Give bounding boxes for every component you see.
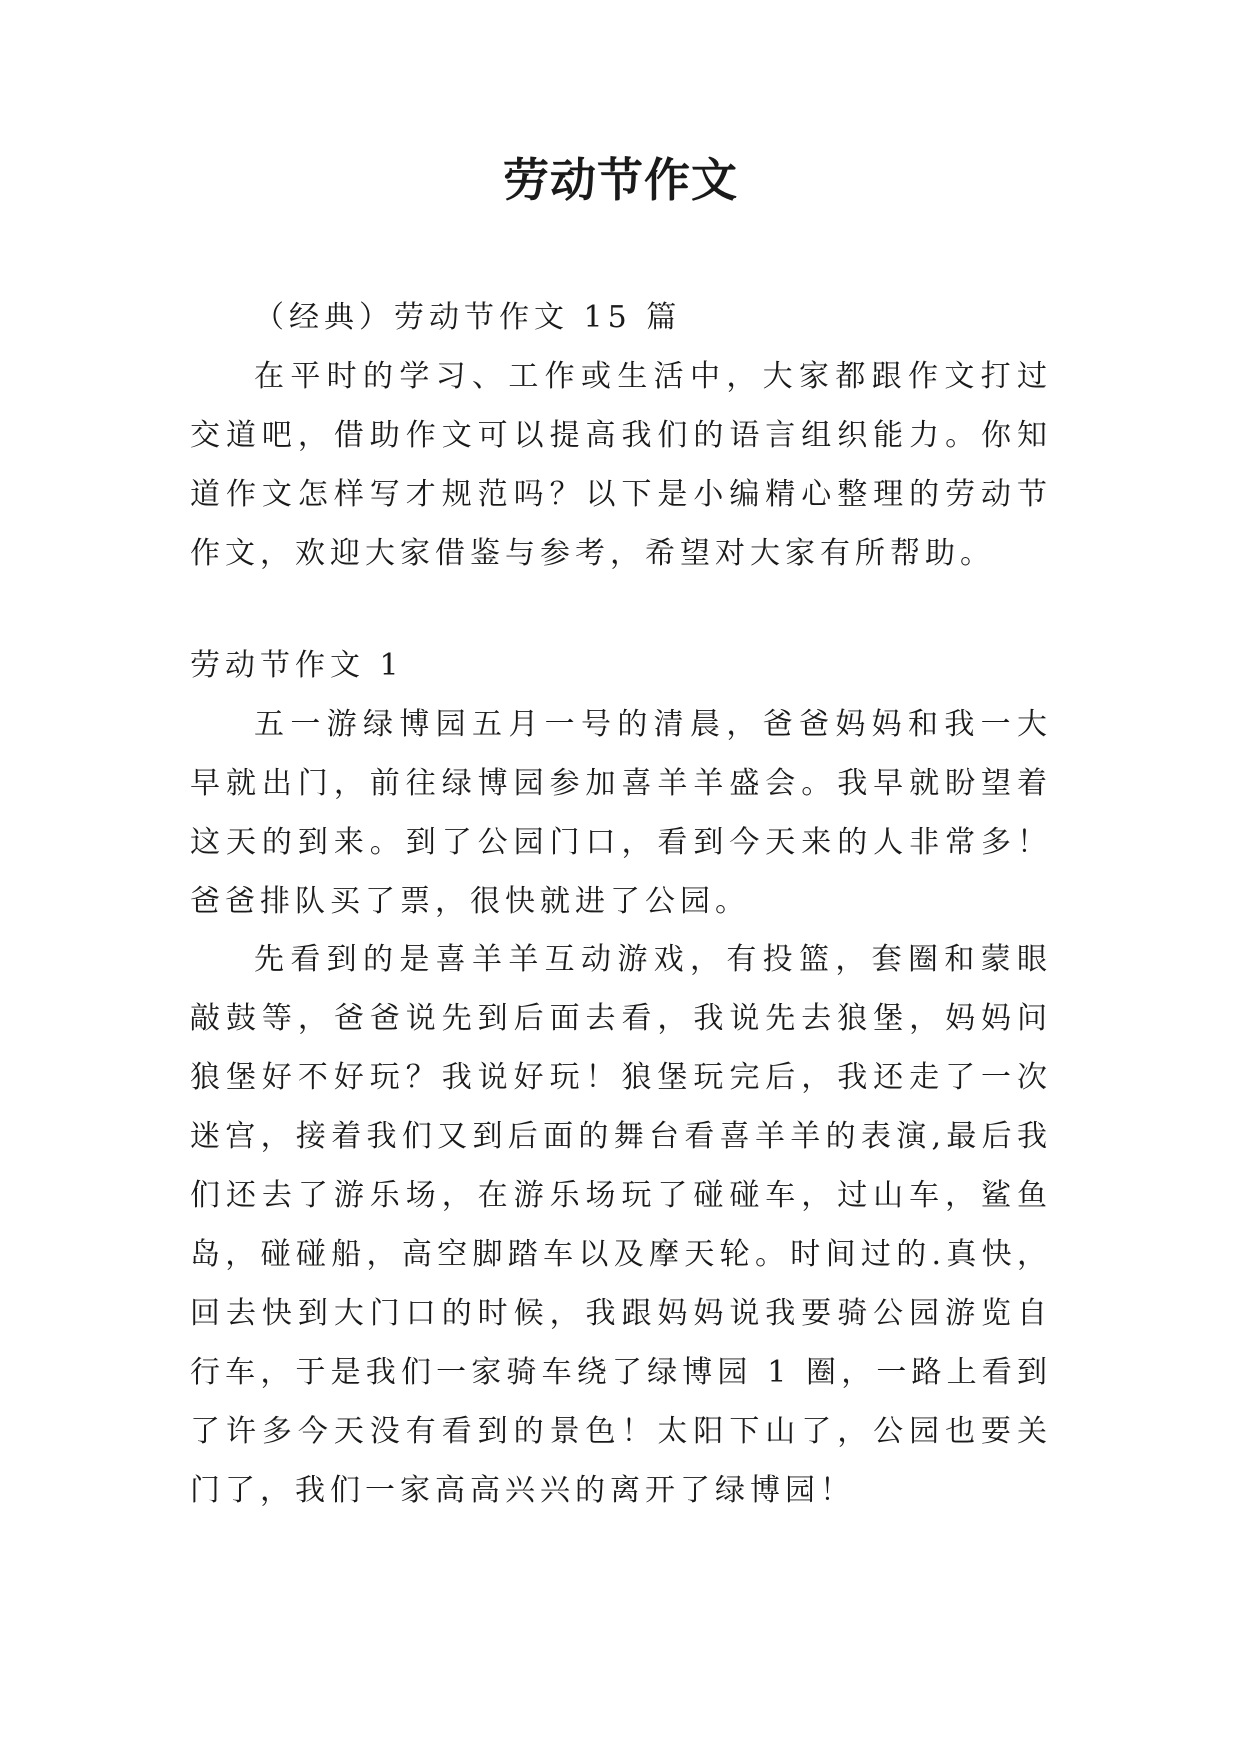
- intro-paragraph: 在平时的学习、工作或生活中，大家都跟作文打过交道吧，借助作文可以提高我们的语言组织能力。你知道作文怎样写才规范吗？以下是小编精心整理的劳动节作文，欢迎大家借鉴与参考，希望对大家有所帮助。: [190, 359, 1052, 571]
- section-heading: 劳动节作文 1: [190, 648, 404, 683]
- body-paragraph-1: 五一游绿博园五月一号的清晨，爸爸妈妈和我一大早就出门，前往绿博园参加喜羊羊盛会。我早就盼望着这天的到来。到了公园门口，看到今天来的人非常多！爸爸排队买了票，很快就进了公园。: [190, 707, 1052, 919]
- document-subtitle: （经典）劳动节作文 15 篇: [254, 300, 682, 335]
- document-title: 劳动节作文: [503, 153, 738, 207]
- body-paragraph-2: 先看到的是喜羊羊互动游戏，有投篮，套圈和蒙眼敲鼓等，爸爸说先到后面去看，我说先去狼堡，妈妈问狼堡好不好玩？我说好玩！狼堡玩完后，我还走了一次迷宫，接着我们又到后面的舞台看喜羊羊的表演,最后我们还去了游乐场，在游乐场玩了碰碰车，过山车，鲨鱼岛，碰碰船，高空脚踏车以及摩天轮。时间过的.真快，回去快到大门口的时候，我跟妈妈说我要骑公园游览自行车，于是我们一家骑车绕了绿博园 1 圈，一路上看到了许多今天没有看到的景色！太阳下山了，公园也要关门了，我们一家高高兴兴的离开了绿博园！: [190, 942, 1052, 1508]
